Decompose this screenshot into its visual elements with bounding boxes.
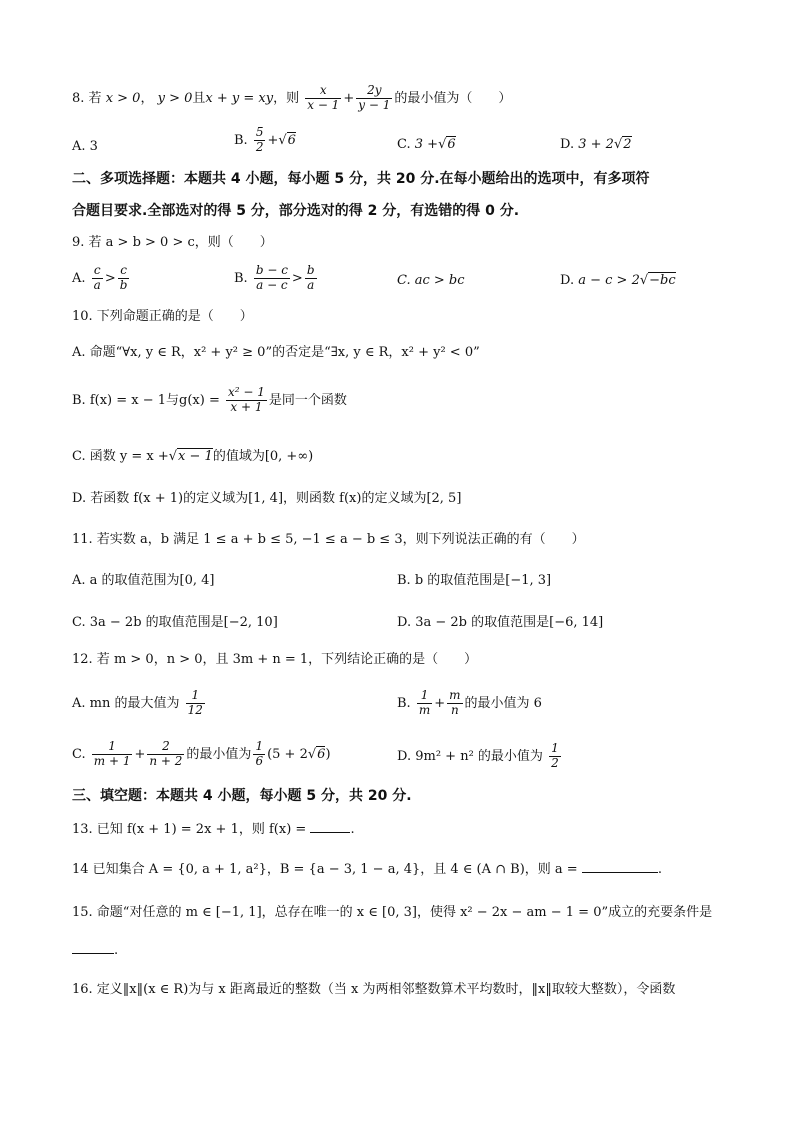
q16-line1: 16. 定义‖x‖(x ∈ R)为与 x 距离最近的整数（当 x 为两相邻整数算术平均数时，‖x‖取较大整数），令函数 — [72, 982, 676, 997]
q10-optB-frac — [226, 386, 267, 415]
q9-optD-pre: a − c > 2 — [578, 273, 640, 288]
q12-optB-d1: m — [418, 702, 431, 717]
q11-option-b: B. b 的取值范围是[−1, 3] — [397, 573, 552, 588]
q9-option-d: D. a − c > 2√−bc — [560, 273, 676, 288]
q12-optB-frac1 — [417, 689, 432, 718]
q12-option-a — [72, 689, 207, 718]
q12-optC-fd: 6 — [255, 753, 264, 768]
q8-fraction-1 — [305, 84, 341, 113]
q9-optB-d1: a − c — [256, 277, 288, 292]
q13-answer-blank[interactable] — [310, 832, 350, 833]
q8-option-a: A. 3 — [72, 139, 98, 154]
q8-option-b: B. $\frac{5}{2}$ +√6 — [234, 125, 296, 154]
q12-option-c: C. $\frac{1}{m + 1}$ + $\frac{2}{n + 2}$ 的最小值为 $\frac{1}{6}$ (5 + 2√6) — [72, 739, 331, 768]
q10-optB-post: 是同一个函数 — [268, 392, 347, 408]
q8-prefix: 8. 若 — [72, 90, 102, 106]
q12-stem: 12. 若 m > 0，n > 0，且 3m + n = 1，下列结论正确的是（ ） — [72, 652, 478, 667]
q12-optB-label: B. — [397, 695, 411, 711]
q8-optD-radicand: 2 — [623, 137, 632, 152]
q9-optB-frac1 — [254, 264, 290, 293]
q9-optB-label: B. — [234, 270, 248, 286]
q8-stem — [72, 84, 511, 113]
q11-option-c: C. 3a − 2b 的取值范围是[−2, 10] — [72, 615, 278, 630]
q12-optA-den: 12 — [187, 702, 203, 717]
q12-optA-pre: A. mn 的最大值为 — [72, 695, 180, 711]
q8-optB-frac — [254, 126, 266, 155]
q10-optC-post: 的值域为[0, +∞) — [212, 449, 314, 464]
q12-optD-num: 1 — [551, 741, 559, 755]
q9-option-a — [72, 264, 131, 293]
q12-optC-n2: 2 — [147, 740, 184, 755]
q8-sep: ， — [140, 90, 154, 106]
section-3-heading: 三、填空题：本题共 4 小题，每小题 5 分，共 20 分. — [72, 788, 412, 804]
q12-option-b — [397, 689, 542, 718]
q10-optB-pre: B. f(x) = x − 1与g(x) = — [72, 392, 220, 408]
q9-optA-frac1 — [92, 264, 103, 293]
q9-optB-frac2 — [305, 264, 317, 293]
q8-f2-num: 2y — [356, 84, 392, 99]
q8-optB-num: 5 — [255, 125, 264, 139]
q8-f1-den: x − 1 — [307, 97, 340, 112]
q12-optD-pre: D. 9m² + n² 的最小值为 — [397, 748, 543, 764]
q8-f1-num: x — [305, 84, 341, 99]
q8-optD-pre: 3 + 2 — [578, 137, 614, 152]
q8-optC-pre: 3 + — [414, 137, 439, 152]
q12-optB-plus: + — [434, 695, 446, 711]
q12-optB-d2: n — [450, 702, 459, 717]
q9-option-c: C. ac > bc — [397, 273, 465, 288]
q12-optC-label: C. — [72, 746, 86, 762]
q9-optB-n2: b — [306, 263, 315, 277]
q8-fraction-2 — [356, 84, 392, 113]
q12-optC-frac1 — [92, 740, 133, 769]
q8-then: ，则 — [273, 90, 300, 106]
q13-text: 13. 已知 f(x + 1) = 2x + 1，则 f(x) = — [72, 822, 307, 837]
q9-optA-d2: b — [119, 277, 128, 292]
q10-optC-radicand: x − 1 — [178, 449, 213, 464]
q9-optB-d2: a — [307, 277, 315, 292]
q12-optA-num: 1 — [186, 689, 205, 704]
q8-option-c: C. 3 +√6 — [397, 137, 456, 152]
q13-period: . — [350, 822, 355, 837]
q12-optD-den: 2 — [551, 755, 559, 770]
q9-optA-n2: c — [118, 264, 130, 279]
q9-optB-n1: b − c — [255, 263, 288, 277]
q12-optC-radicand: 6 — [317, 746, 326, 762]
q8-optB-label: B. — [234, 132, 248, 148]
q15-period: . — [114, 943, 119, 958]
q12-optA-frac — [186, 689, 205, 718]
q8-cond1: x > 0 — [105, 90, 141, 106]
q8-tail: 的最小值为（ ） — [394, 90, 512, 106]
q8-f2-den: y − 1 — [358, 97, 391, 112]
q9-optA-n1: c — [92, 264, 103, 279]
q8-cond2: y > 0 — [157, 90, 193, 106]
q14-answer-blank[interactable] — [582, 872, 658, 873]
q8-optB-plus: + — [267, 132, 279, 148]
q12-optC-frac3 — [253, 740, 265, 769]
q8-plus: + — [343, 90, 355, 106]
q12-optC-n1: 1 — [92, 740, 133, 755]
q11-option-a: A. a 的取值范围为[0, 4] — [72, 573, 215, 588]
q14 — [72, 863, 662, 876]
q10-option-c: C. 函数 y = x +√x − 1的值域为[0, +∞) — [72, 449, 314, 464]
q9-optA-op: > — [104, 270, 116, 286]
q9-option-b — [234, 264, 319, 293]
q15-line1: 15. 命题“对任意的 m ∈ [−1, 1]，总存在唯一的 x ∈ [0, 3]，使得 x² − 2x − am − 1 = 0”成立的充要条件是 — [72, 905, 713, 920]
q12-optC-d2: n + 2 — [149, 753, 183, 768]
q8-optC-label: C. — [397, 137, 411, 152]
q12-optB-frac2 — [447, 689, 462, 718]
q8-option-d: D. 3 + 2√2 — [560, 137, 632, 152]
q8-optD-label: D. — [560, 137, 575, 152]
q10-stem: 10. 下列命题正确的是（ ） — [72, 309, 253, 324]
q12-optD-frac — [549, 742, 561, 771]
q10-optC-pre: C. 函数 y = x + — [72, 449, 169, 464]
q12-optC-frac2 — [147, 740, 184, 769]
q8-and: 且 — [192, 90, 206, 106]
q10-option-b — [72, 386, 347, 415]
q9-optD-label: D. — [560, 273, 575, 288]
q12-option-d — [397, 742, 563, 771]
q12-optC-mid: 的最小值为 — [186, 746, 252, 762]
q14-text: 14 已知集合 A = {0, a + 1, a²}，B = {a − 3, 1 − a, 4}，且 4 ∈ (A ∩ B)，则 a = — [72, 862, 578, 877]
q9-optA-label: A. — [72, 270, 86, 286]
q12-optB-n1: 1 — [417, 689, 432, 704]
q9-optA-d1: a — [93, 277, 101, 292]
q9-optA-frac2 — [118, 264, 130, 293]
q14-period: . — [657, 862, 662, 877]
q15-answer-blank[interactable] — [72, 953, 114, 954]
q8-optB-den: 2 — [255, 139, 264, 154]
q12-optB-post: 的最小值为 6 — [464, 695, 542, 711]
q12-optC-plus: + — [134, 746, 146, 762]
q12-optB-n2: m — [449, 688, 461, 702]
q8-cond3: x + y = xy — [205, 90, 274, 106]
q12-optC-fn: 1 — [255, 739, 264, 753]
q10-optB-den: x + 1 — [230, 399, 263, 414]
q11-stem: 11. 若实数 a，b 满足 1 ≤ a + b ≤ 5, −1 ≤ a − b ≤ 3，则下列说法正确的有（ ） — [72, 532, 585, 547]
q8-optB-radicand: 6 — [287, 132, 296, 148]
q12-optC-close: ) — [325, 746, 331, 762]
q10-option-d: D. 若函数 f(x + 1)的定义域为[1, 4]，则函数 f(x)的定义域为[2, 5] — [72, 491, 462, 506]
q15-line2 — [72, 944, 118, 957]
q12-optC-pre: (5 + 2 — [267, 746, 308, 762]
section-2-heading-line2: 合题目要求.全部选对的得 5 分，部分选对的得 2 分，有选错的得 0 分. — [72, 203, 520, 219]
q13 — [72, 823, 355, 836]
q10-optB-num: x² − 1 — [227, 385, 265, 399]
q10-option-a: A. 命题“∀x, y ∈ R，x² + y² ≥ 0”的否定是“∃x, y ∈ R，x² + y² < 0” — [72, 345, 480, 360]
q12-optC-d1: m + 1 — [93, 753, 131, 768]
q9-optD-radicand: −bc — [649, 273, 676, 288]
q9-optB-op: > — [291, 270, 303, 286]
q9-stem: 9. 若 a > b > 0 > c，则（ ） — [72, 235, 273, 250]
section-2-heading-line1: 二、多项选择题：本题共 4 小题，每小题 5 分，共 20 分.在每小题给出的选项中，有多项符 — [72, 171, 650, 187]
q8-optC-radicand: 6 — [447, 137, 456, 152]
q11-option-d: D. 3a − 2b 的取值范围是[−6, 14] — [397, 615, 604, 630]
